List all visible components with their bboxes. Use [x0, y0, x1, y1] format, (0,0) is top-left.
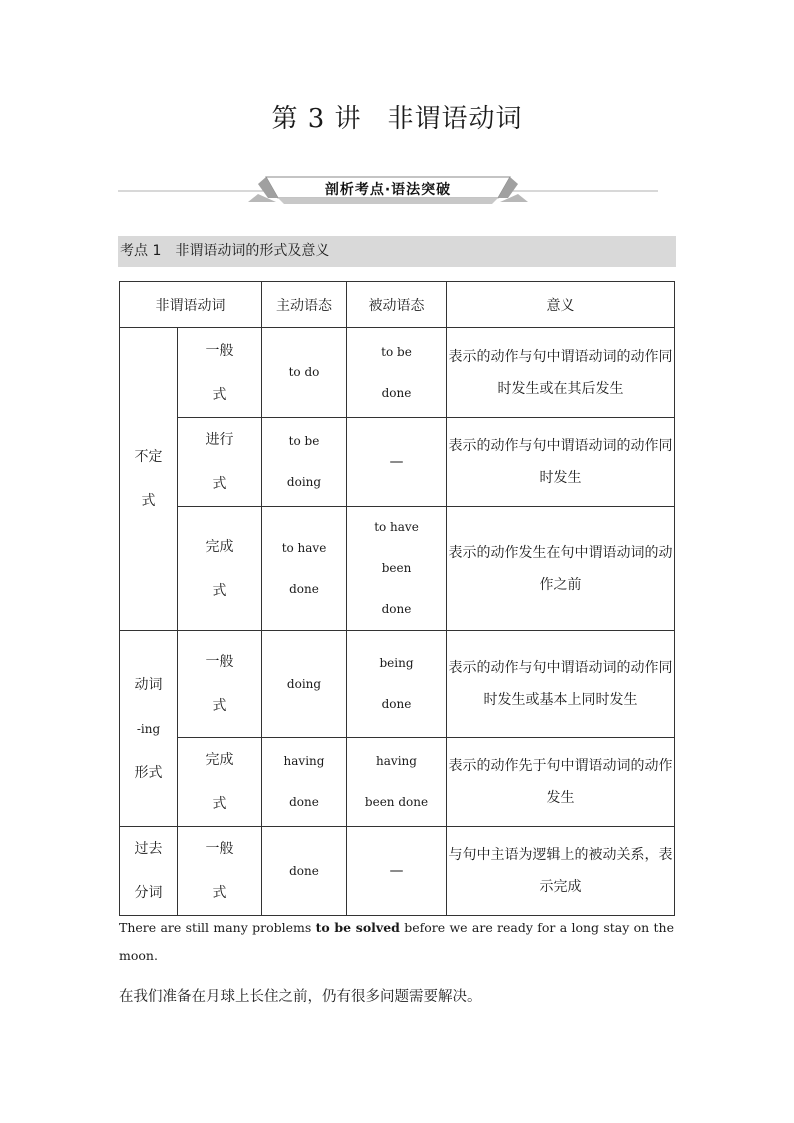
passive-cell: —: [347, 827, 447, 916]
example-sentence-english: There are still many problems to be solved before we are ready for a long stay on the: [119, 920, 675, 935]
table-row: [120, 328, 675, 418]
meaning-cell: 表示的动作先于句中谓语动词的动作发生: [447, 738, 675, 827]
section-label: 考点 1: [120, 243, 162, 259]
example-sentence-english-line2: moon.: [119, 948, 158, 963]
passive-cell: having been done: [347, 738, 447, 827]
section-banner: [118, 174, 658, 210]
active-cell: to do: [262, 328, 347, 418]
example-sentence-chinese: 在我们准备在月球上长住之前，仍有很多问题需要解决。: [119, 989, 482, 1005]
meaning-cell: 表示的动作与句中谓语动词的动作同时发生或基本上同时发生: [447, 631, 675, 738]
meaning-cell: 表示的动作与句中谓语动词的动作同时发生: [447, 418, 675, 507]
table-row: [120, 507, 675, 631]
header-active: 主动语态: [262, 282, 347, 328]
category-infinitive: 不定 式: [120, 328, 178, 631]
meaning-cell: 表示的动作与句中谓语动词的动作同时发生或在其后发生: [447, 328, 675, 418]
meaning-cell: 与句中主语为逻辑上的被动关系，表示完成: [447, 827, 675, 916]
form-cell: 一般 式: [178, 631, 262, 738]
passive-cell: to be done: [347, 328, 447, 418]
active-cell: doing: [262, 631, 347, 738]
lecture-topic: 非谓语动词: [387, 104, 523, 134]
table-header-row: [120, 282, 675, 328]
passive-cell: being done: [347, 631, 447, 738]
form-cell: 一般 式: [178, 827, 262, 916]
header-meaning: 意义: [447, 282, 675, 328]
category-past-participle: 过去 分词: [120, 827, 178, 916]
form-cell: 一般 式: [178, 328, 262, 418]
passive-cell: to have been done: [347, 507, 447, 631]
example-highlight: to be solved: [315, 920, 400, 935]
table-row: [120, 738, 675, 827]
section-title: 非谓语动词的形式及意义: [175, 243, 330, 259]
lecture-number: 第 3 讲: [271, 104, 362, 134]
table-row: [120, 418, 675, 507]
form-cell: 完成 式: [178, 738, 262, 827]
form-cell: 进行 式: [178, 418, 262, 507]
meaning-cell: 表示的动作发生在句中谓语动词的动作之前: [447, 507, 675, 631]
active-cell: to be doing: [262, 418, 347, 507]
nonfinite-verb-table: [119, 281, 675, 916]
header-passive: 被动语态: [347, 282, 447, 328]
table-row: [120, 631, 675, 738]
table-row: [120, 827, 675, 916]
header-nonfinite: 非谓语动词: [120, 282, 262, 328]
passive-cell: —: [347, 418, 447, 507]
banner-label: 剖析考点·语法突破: [324, 182, 452, 198]
form-cell: 完成 式: [178, 507, 262, 631]
active-cell: done: [262, 827, 347, 916]
active-cell: having done: [262, 738, 347, 827]
page-title: [0, 98, 794, 135]
active-cell: to have done: [262, 507, 347, 631]
category-ing-form: 动词 -ing 形式: [120, 631, 178, 827]
section-heading: [118, 236, 676, 267]
